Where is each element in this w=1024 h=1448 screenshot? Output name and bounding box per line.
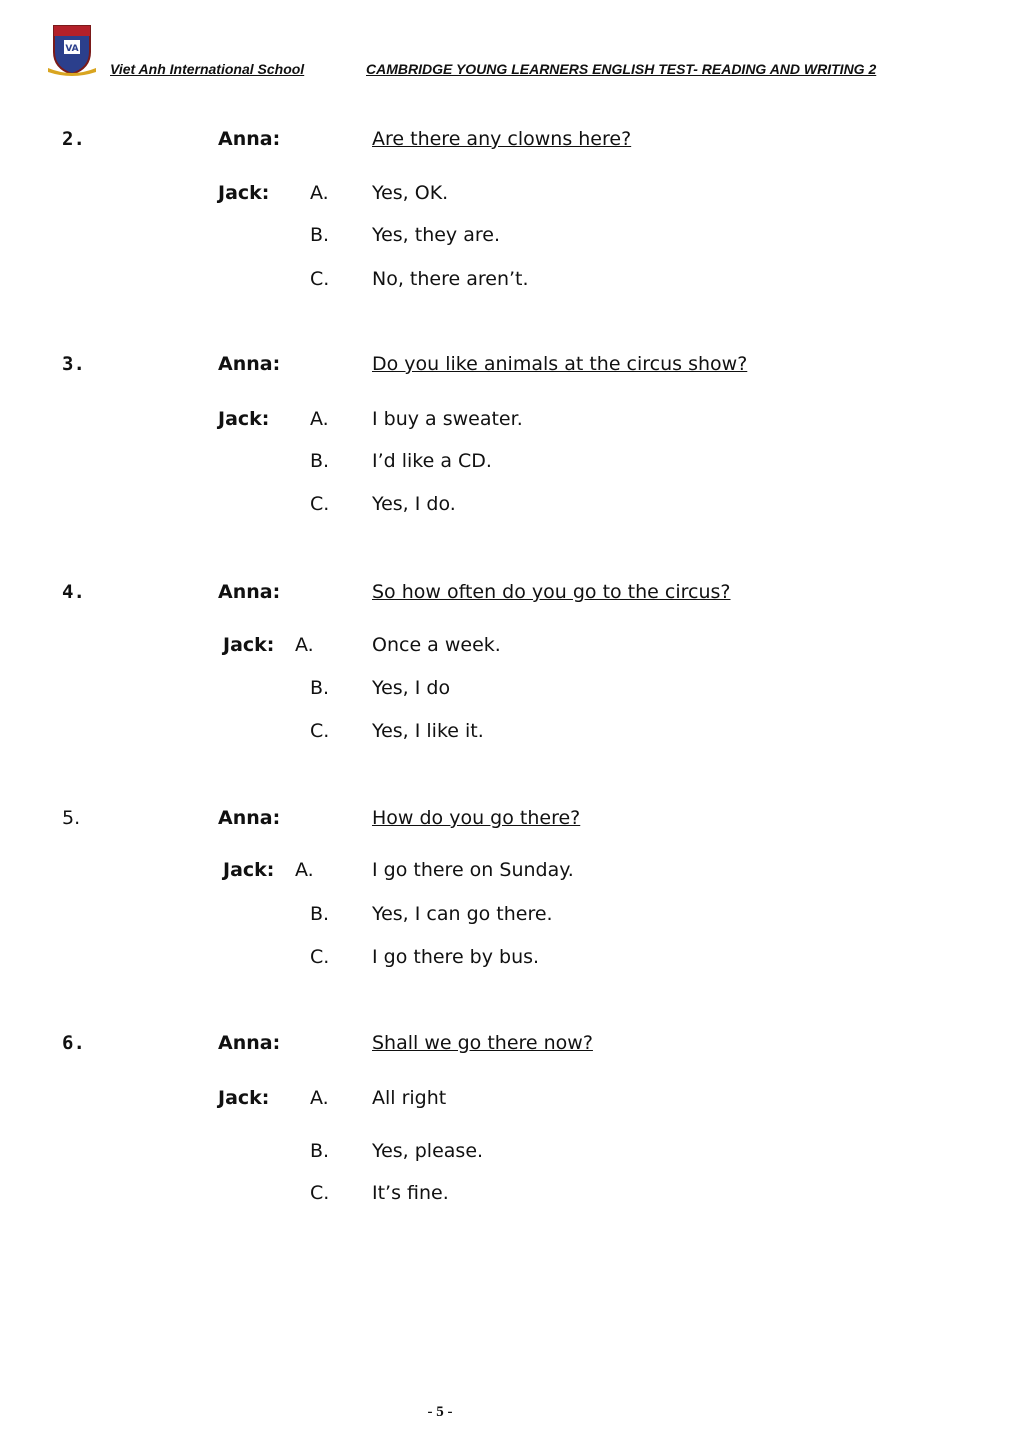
option-letter: C. xyxy=(310,1182,330,1204)
speaker-jack: Jack: xyxy=(223,859,275,881)
question-text: Do you like animals at the circus show? xyxy=(372,353,748,375)
option-text: I go there by bus. xyxy=(372,946,540,968)
option-text: Yes, I do xyxy=(372,677,451,699)
option-text: I go there on Sunday. xyxy=(372,859,574,881)
option-text: Once a week. xyxy=(372,634,501,656)
option-text: Yes, please. xyxy=(372,1140,484,1162)
option-text: I buy a sweater. xyxy=(372,408,523,430)
speaker-anna: Anna: xyxy=(218,581,281,603)
option-text: No, there aren’t. xyxy=(372,268,529,290)
option-letter: C. xyxy=(310,720,330,742)
option-text: I’d like a CD. xyxy=(372,450,492,472)
option-text: Yes, they are. xyxy=(372,224,500,246)
option-letter: A. xyxy=(310,408,329,430)
question-number: 6. xyxy=(62,1032,85,1054)
test-title: CAMBRIDGE YOUNG LEARNERS ENGLISH TEST- READING AND WRITING 2 xyxy=(366,61,877,77)
speaker-anna: Anna: xyxy=(218,807,281,829)
question-text: Shall we go there now? xyxy=(372,1032,593,1054)
question-number: 5. xyxy=(62,807,81,829)
option-letter: B. xyxy=(310,677,330,699)
option-text: Yes, I like it. xyxy=(372,720,484,742)
option-letter: C. xyxy=(310,268,330,290)
speaker-anna: Anna: xyxy=(218,353,281,375)
option-letter: A. xyxy=(295,859,314,881)
option-letter: B. xyxy=(310,903,330,925)
speaker-jack: Jack: xyxy=(223,634,275,656)
question-text: How do you go there? xyxy=(372,807,581,829)
option-letter: C. xyxy=(310,493,330,515)
option-letter: A. xyxy=(295,634,314,656)
question-number: 2. xyxy=(62,128,85,150)
question-number: 4. xyxy=(62,581,85,603)
svg-text:VA: VA xyxy=(65,44,79,54)
school-crest-icon xyxy=(46,22,98,78)
option-text: All right xyxy=(372,1087,447,1109)
option-letter: B. xyxy=(310,450,330,472)
option-letter: C. xyxy=(310,946,330,968)
option-text: Yes, OK. xyxy=(372,182,449,204)
page-header xyxy=(0,0,1024,90)
option-letter: A. xyxy=(310,182,329,204)
option-text: Yes, I can go there. xyxy=(372,903,553,925)
speaker-jack: Jack: xyxy=(218,182,270,204)
question-text: So how often do you go to the circus? xyxy=(372,581,731,603)
speaker-jack: Jack: xyxy=(218,1087,270,1109)
speaker-jack: Jack: xyxy=(218,408,270,430)
option-text: Yes, I do. xyxy=(372,493,456,515)
page-number: - 5 - xyxy=(427,1404,453,1420)
speaker-anna: Anna: xyxy=(218,1032,281,1054)
speaker-anna: Anna: xyxy=(218,128,281,150)
option-letter: A. xyxy=(310,1087,329,1109)
question-number: 3. xyxy=(62,353,85,375)
option-letter: B. xyxy=(310,224,330,246)
question-text: Are there any clowns here? xyxy=(372,128,632,150)
option-letter: B. xyxy=(310,1140,330,1162)
option-text: It’s fine. xyxy=(372,1182,449,1204)
school-name: Viet Anh International School xyxy=(110,61,305,77)
